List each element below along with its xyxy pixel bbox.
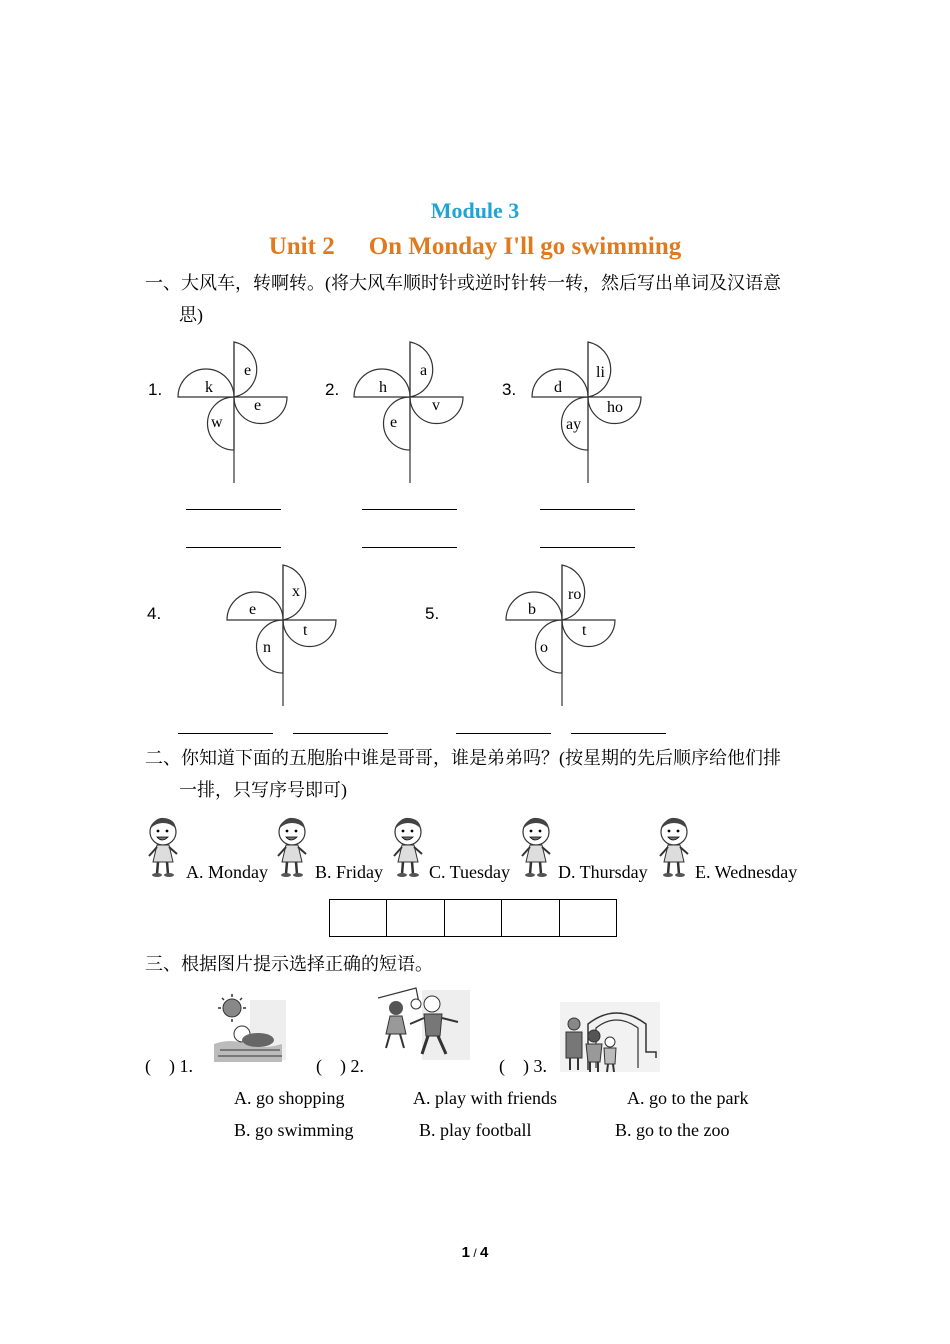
windmill-number: 4. <box>147 604 162 623</box>
play-with-friends-picture <box>376 986 472 1062</box>
kid-label: C. Tuesday <box>429 862 511 882</box>
option-a: A. play with friends <box>413 1088 557 1108</box>
answer-line[interactable] <box>186 509 281 510</box>
answer-line[interactable] <box>540 509 635 510</box>
kid-illustration <box>392 814 426 878</box>
windmill-3 <box>524 337 654 487</box>
section1-instruction-line2: 思) <box>179 305 203 325</box>
windmill-number: 3. <box>502 380 517 399</box>
answer-line[interactable] <box>571 733 666 734</box>
windmill-1 <box>170 337 300 487</box>
answer-box[interactable] <box>387 900 444 936</box>
unit-number: Unit 2 <box>268 233 335 260</box>
section3-instruction: 三、根据图片提示选择正确的短语。 <box>145 954 433 974</box>
answer-box[interactable] <box>502 900 559 936</box>
kid-label: A. Monday <box>186 862 268 882</box>
windmill-number: 5. <box>425 604 440 623</box>
windmill-letter: x <box>292 583 300 600</box>
page-indicator <box>0 1244 950 1261</box>
kid-illustration <box>147 814 181 878</box>
windmill-letter: a <box>420 362 428 379</box>
windmill-2 <box>346 337 476 487</box>
kid-illustration <box>520 814 554 878</box>
windmill-number: 1. <box>148 380 163 399</box>
page-number: 1 <box>461 1244 470 1261</box>
zoo-gate-picture <box>560 1002 662 1074</box>
option-b: B. go swimming <box>234 1120 354 1140</box>
option-b: B. play football <box>419 1120 532 1140</box>
section2-instruction-line2: 一排，只写序号即可) <box>179 780 347 800</box>
windmill-letter: ay <box>566 416 582 433</box>
windmill-letter: o <box>540 639 548 656</box>
windmill-5 <box>498 560 628 710</box>
windmill-letter: e <box>249 601 257 618</box>
answer-line[interactable] <box>293 733 388 734</box>
kid-label: B. Friday <box>315 862 384 882</box>
unit-heading <box>0 233 950 261</box>
windmill-letter: ro <box>568 586 582 603</box>
windmill-letter: t <box>582 622 587 639</box>
option-a: A. go shopping <box>234 1088 345 1108</box>
kid-label: E. Wednesday <box>695 862 798 882</box>
windmill-letter: ho <box>607 399 623 416</box>
answer-grid <box>329 899 617 937</box>
answer-line[interactable] <box>178 733 273 734</box>
kid-illustration <box>276 814 310 878</box>
windmill-letter: v <box>432 397 440 414</box>
page-separator: / <box>473 1246 477 1260</box>
module-title: Module 3 <box>430 198 520 223</box>
answer-line[interactable] <box>362 547 457 548</box>
windmill-letter: t <box>303 622 308 639</box>
answer-box[interactable] <box>330 900 387 936</box>
answer-box[interactable] <box>560 900 616 936</box>
windmill-4 <box>219 560 349 710</box>
windmill-letter: h <box>379 379 387 396</box>
question-label: ( ) 2. <box>316 1056 364 1076</box>
section1-instruction-line1: 一、大风车，转啊转。(将大风车顺时针或逆时针转一转，然后写出单词及汉语意 <box>145 273 781 293</box>
windmill-letter: e <box>254 397 262 414</box>
kid-label: D. Thursday <box>558 862 648 882</box>
page-total: 4 <box>480 1244 489 1261</box>
kid-illustration <box>658 814 692 878</box>
windmill-letter: n <box>263 639 271 656</box>
windmill-letter: b <box>528 601 536 618</box>
option-b: B. go to the zoo <box>615 1120 730 1140</box>
windmill-letter: k <box>205 379 213 396</box>
section2-instruction-line1: 二、你知道下面的五胞胎中谁是哥哥，谁是弟弟吗？(按星期的先后顺序给他们排 <box>145 748 781 768</box>
windmill-letter: e <box>390 414 398 431</box>
answer-line[interactable] <box>362 509 457 510</box>
windmill-letter: e <box>244 362 252 379</box>
answer-box[interactable] <box>445 900 502 936</box>
windmill-letter: w <box>211 414 223 431</box>
swimming-picture <box>210 994 288 1068</box>
unit-title: On Monday I'll go swimming <box>368 233 682 260</box>
option-a: A. go to the park <box>627 1088 749 1108</box>
windmill-letter: li <box>596 364 605 381</box>
question-label: ( ) 1. <box>145 1056 193 1076</box>
windmill-letter: d <box>554 379 562 396</box>
answer-line[interactable] <box>186 547 281 548</box>
question-label: ( ) 3. <box>499 1056 547 1076</box>
answer-line[interactable] <box>540 547 635 548</box>
answer-line[interactable] <box>456 733 551 734</box>
windmill-number: 2. <box>325 380 340 399</box>
